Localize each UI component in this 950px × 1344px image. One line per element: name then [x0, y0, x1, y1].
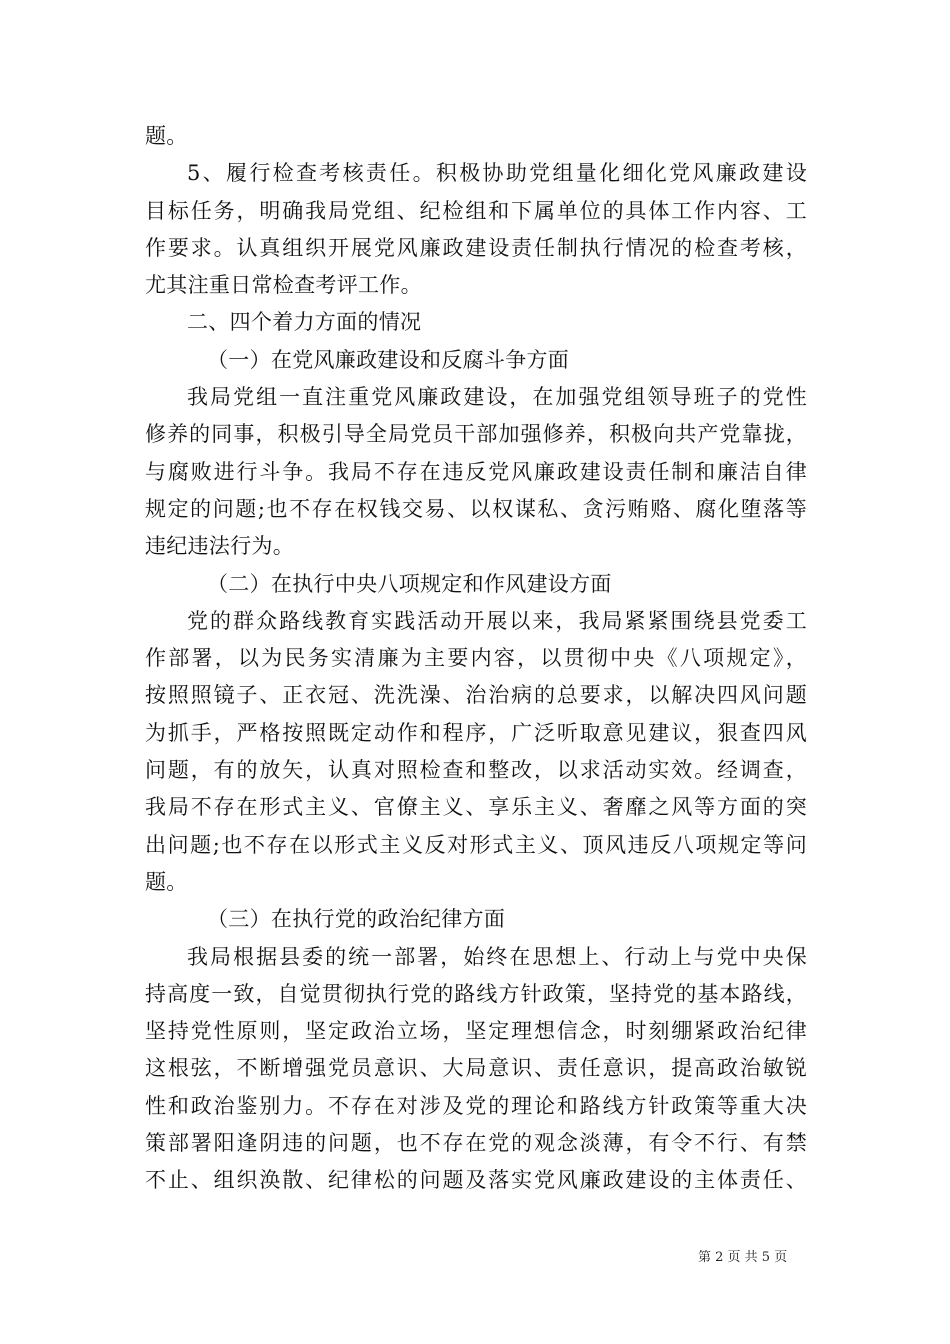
text-line: 目标任务，明确我局党组、纪检组和下属单位的具体工作内容、工: [145, 198, 807, 223]
page-number: 第 2 页 共 5 页: [698, 1250, 788, 1265]
text-line: 出问题;也不存在以形式主义反对形式主义、顶风违反八项规定等问: [145, 832, 807, 857]
text-line: 5、履行检查考核责任。积极协助党组量化细化党风廉政建设: [187, 161, 807, 186]
text-line: 修养的同事，积极引导全局党员干部加强修养，积极向共产党靠拢，: [145, 422, 807, 447]
text-line: 问题，有的放矢，认真对照检查和整改，以求活动实效。经调查，: [145, 758, 807, 783]
text-line: 违纪违法行为。: [145, 534, 295, 559]
text-line: 按照照镜子、正衣冠、洗洗澡、治治病的总要求，以解决四风问题: [145, 683, 807, 708]
text-line: （一）在党风廉政建设和反腐斗争方面: [207, 347, 570, 372]
text-line: 这根弦，不断增强党员意识、大局意识、责任意识，提高政治敏锐: [145, 1056, 807, 1081]
text-line: 我局不存在形式主义、官僚主义、享乐主义、奢靡之风等方面的突: [145, 795, 807, 820]
text-line: 我局根据县委的统一部署，始终在思想上、行动上与党中央保: [187, 944, 807, 969]
text-line: 坚持党性原则，坚定政治立场，坚定理想信念，时刻绷紧政治纪律: [145, 1019, 807, 1044]
text-line: 我局党组一直注重党风廉政建设，在加强党组领导班子的党性: [187, 385, 807, 410]
text-line: 性和政治鉴别力。不存在对涉及党的理论和路线方针政策等重大决: [145, 1093, 807, 1118]
text-line: 作要求。认真组织开展党风廉政建设责任制执行情况的检查考核，: [145, 235, 807, 260]
text-line: （三）在执行党的政治纪律方面: [207, 907, 506, 932]
text-line: 规定的问题;也不存在权钱交易、以权谋私、贪污贿赂、腐化堕落等: [145, 496, 807, 521]
text-line: 不止、组织涣散、纪律松的问题及落实党风廉政建设的主体责任、: [145, 1168, 807, 1193]
text-line: 为抓手，严格按照既定动作和程序，广泛听取意见建议，狠查四风: [145, 720, 807, 745]
text-line: 尤其注重日常检查考评工作。: [145, 273, 422, 298]
text-line: 与腐败进行斗争。我局不存在违反党风廉政建设责任制和廉洁自律: [145, 459, 807, 484]
text-line: 策部署阳逢阴违的问题，也不存在党的观念淡薄，有令不行、有禁: [145, 1131, 807, 1156]
text-line: 二、四个着力方面的情况: [187, 310, 422, 335]
document-body: [145, 118, 807, 1200]
text-line: 题。: [145, 124, 188, 148]
text-line: 作部署，以为民务实清廉为主要内容，以贯彻中央《八项规定》，: [145, 646, 807, 671]
text-line: 党的群众路线教育实践活动开展以来，我局紧紧围绕县党委工: [187, 608, 807, 633]
text-line: （二）在执行中央八项规定和作风建设方面: [207, 571, 612, 596]
text-line: 题。: [145, 869, 188, 894]
text-line: 持高度一致，自觉贯彻执行党的路线方针政策，坚持党的基本路线，: [145, 981, 807, 1006]
